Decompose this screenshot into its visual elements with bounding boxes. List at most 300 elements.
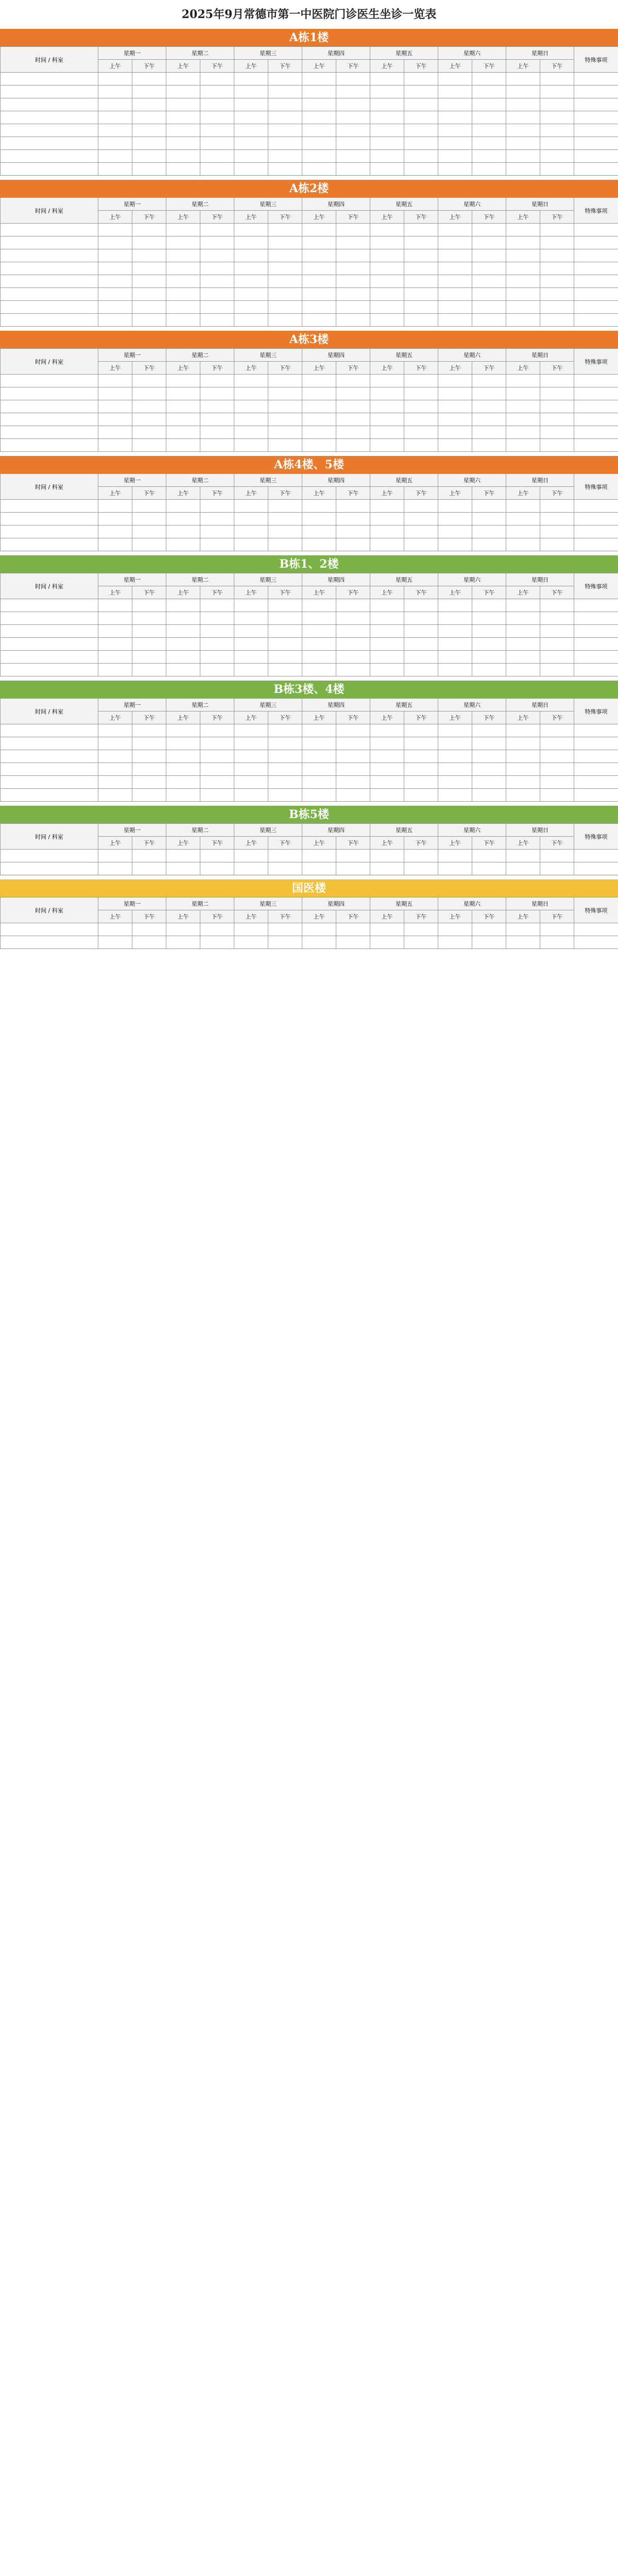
header-pm: 下午: [268, 362, 302, 375]
header-pm: 下午: [336, 837, 370, 850]
header-am: 上午: [234, 487, 268, 500]
doctor-cell: [268, 224, 302, 236]
doctor-cell: [438, 776, 472, 789]
doctor-cell: [404, 763, 438, 776]
doctor-cell: [336, 850, 370, 862]
header-pm: 下午: [200, 362, 234, 375]
header-day: 星期二: [166, 198, 234, 211]
section-header: A栋4楼、5楼: [0, 456, 618, 473]
doctor-cell: [132, 387, 166, 400]
doctor-cell: [336, 111, 370, 124]
doctor-cell: [98, 923, 132, 936]
doctor-cell: [200, 599, 234, 612]
doctor-cell: [302, 936, 336, 949]
header-am: 上午: [302, 211, 336, 224]
doctor-cell: [200, 137, 234, 150]
header-note: 特殊事项: [574, 349, 618, 375]
note-cell: [574, 612, 618, 625]
doctor-cell: [370, 301, 404, 314]
doctor-cell: [234, 500, 268, 513]
header-day: 星期一: [98, 349, 166, 362]
schedule-table: [0, 573, 618, 676]
doctor-cell: [404, 150, 438, 163]
doctor-cell: [234, 314, 268, 327]
doctor-cell: [370, 776, 404, 789]
doctor-cell: [506, 375, 540, 387]
doctor-cell: [370, 850, 404, 862]
doctor-cell: [166, 599, 200, 612]
table-row: [1, 375, 618, 387]
doctor-cell: [506, 526, 540, 538]
doctor-cell: [472, 86, 506, 98]
doctor-cell: [302, 249, 336, 262]
doctor-cell: [268, 923, 302, 936]
header-pm: 下午: [132, 362, 166, 375]
header-day: 星期五: [370, 474, 438, 487]
doctor-cell: [302, 750, 336, 763]
doctor-cell: [98, 862, 132, 875]
doctor-cell: [472, 750, 506, 763]
doctor-cell: [302, 538, 336, 551]
doctor-cell: [506, 612, 540, 625]
header-time-dept: 时间 / 科室: [1, 474, 98, 500]
doctor-cell: [132, 400, 166, 413]
doctor-cell: [200, 750, 234, 763]
doctor-cell: [472, 599, 506, 612]
doctor-cell: [166, 638, 200, 651]
doctor-cell: [200, 526, 234, 538]
doctor-cell: [438, 86, 472, 98]
doctor-cell: [98, 763, 132, 776]
doctor-cell: [98, 737, 132, 750]
doctor-cell: [404, 923, 438, 936]
header-am: 上午: [302, 586, 336, 599]
doctor-cell: [506, 789, 540, 802]
header-am: 上午: [302, 837, 336, 850]
doctor-cell: [302, 513, 336, 526]
doctor-cell: [200, 763, 234, 776]
doctor-cell: [166, 651, 200, 664]
section-header: 国医楼: [0, 879, 618, 897]
dept-cell: [1, 413, 98, 426]
doctor-cell: [336, 599, 370, 612]
table-row: [1, 301, 618, 314]
doctor-cell: [540, 724, 574, 737]
doctor-cell: [268, 150, 302, 163]
note-cell: [574, 538, 618, 551]
header-pm: 下午: [132, 711, 166, 724]
header-pm: 下午: [404, 211, 438, 224]
doctor-cell: [200, 275, 234, 288]
doctor-cell: [268, 413, 302, 426]
doctor-cell: [132, 538, 166, 551]
header-day: 星期二: [166, 474, 234, 487]
doctor-cell: [98, 625, 132, 638]
doctor-cell: [302, 737, 336, 750]
note-cell: [574, 413, 618, 426]
section-header: B栋1、2楼: [0, 555, 618, 573]
table-row: [1, 599, 618, 612]
header-am: 上午: [234, 362, 268, 375]
schedule-table: [0, 698, 618, 802]
table-row: [1, 776, 618, 789]
note-cell: [574, 73, 618, 86]
doctor-cell: [506, 513, 540, 526]
header-pm: 下午: [540, 60, 574, 73]
doctor-cell: [234, 163, 268, 176]
doctor-cell: [506, 426, 540, 439]
table-row: [1, 923, 618, 936]
doctor-cell: [302, 426, 336, 439]
header-pm: 下午: [336, 487, 370, 500]
doctor-cell: [506, 111, 540, 124]
doctor-cell: [132, 526, 166, 538]
doctor-cell: [302, 236, 336, 249]
table-row: [1, 387, 618, 400]
doctor-cell: [472, 163, 506, 176]
doctor-cell: [506, 776, 540, 789]
doctor-cell: [404, 426, 438, 439]
header-day: 星期六: [438, 897, 506, 910]
section-6: [0, 806, 618, 875]
dept-cell: [1, 236, 98, 249]
header-am: 上午: [166, 711, 200, 724]
header-pm: 下午: [472, 487, 506, 500]
header-day: 星期六: [438, 349, 506, 362]
doctor-cell: [200, 400, 234, 413]
header-pm: 下午: [336, 586, 370, 599]
note-cell: [574, 275, 618, 288]
doctor-cell: [234, 763, 268, 776]
doctor-cell: [132, 224, 166, 236]
doctor-cell: [234, 137, 268, 150]
doctor-cell: [370, 737, 404, 750]
note-cell: [574, 439, 618, 452]
doctor-cell: [234, 737, 268, 750]
header-pm: 下午: [336, 60, 370, 73]
doctor-cell: [438, 413, 472, 426]
header-am: 上午: [166, 487, 200, 500]
header-day: 星期日: [506, 897, 574, 910]
doctor-cell: [132, 651, 166, 664]
doctor-cell: [234, 936, 268, 949]
doctor-cell: [234, 98, 268, 111]
note-cell: [574, 789, 618, 802]
header-am: 上午: [506, 711, 540, 724]
doctor-cell: [336, 737, 370, 750]
doctor-cell: [336, 776, 370, 789]
doctor-cell: [200, 236, 234, 249]
header-am: 上午: [302, 60, 336, 73]
doctor-cell: [472, 314, 506, 327]
doctor-cell: [404, 599, 438, 612]
doctor-cell: [404, 163, 438, 176]
doctor-cell: [540, 275, 574, 288]
header-pm: 下午: [472, 837, 506, 850]
doctor-cell: [234, 400, 268, 413]
doctor-cell: [234, 526, 268, 538]
doctor-cell: [302, 763, 336, 776]
table-row: [1, 86, 618, 98]
doctor-cell: [98, 750, 132, 763]
doctor-cell: [540, 599, 574, 612]
doctor-cell: [540, 776, 574, 789]
sections-container: [0, 29, 618, 949]
section-header: B栋5楼: [0, 806, 618, 823]
dept-cell: [1, 275, 98, 288]
doctor-cell: [234, 724, 268, 737]
header-day: 星期日: [506, 474, 574, 487]
header-am: 上午: [98, 487, 132, 500]
table-row: [1, 724, 618, 737]
doctor-cell: [404, 651, 438, 664]
header-note: 特殊事项: [574, 824, 618, 850]
doctor-cell: [438, 599, 472, 612]
doctor-cell: [268, 612, 302, 625]
doctor-cell: [540, 224, 574, 236]
doctor-cell: [302, 625, 336, 638]
table-row: [1, 936, 618, 949]
doctor-cell: [370, 612, 404, 625]
doctor-cell: [132, 737, 166, 750]
table-row: [1, 737, 618, 750]
doctor-cell: [472, 724, 506, 737]
doctor-cell: [370, 262, 404, 275]
doctor-cell: [336, 124, 370, 137]
dept-cell: [1, 538, 98, 551]
doctor-cell: [540, 375, 574, 387]
header-day: 星期六: [438, 699, 506, 711]
doctor-cell: [540, 150, 574, 163]
doctor-cell: [540, 163, 574, 176]
header-pm: 下午: [132, 487, 166, 500]
doctor-cell: [438, 789, 472, 802]
doctor-cell: [98, 73, 132, 86]
doctor-cell: [472, 862, 506, 875]
table-row: [1, 137, 618, 150]
doctor-cell: [268, 513, 302, 526]
section-4: [0, 555, 618, 676]
doctor-cell: [506, 763, 540, 776]
doctor-cell: [268, 275, 302, 288]
header-day: 星期日: [506, 824, 574, 837]
doctor-cell: [234, 111, 268, 124]
doctor-cell: [200, 314, 234, 327]
doctor-cell: [302, 439, 336, 452]
doctor-cell: [234, 638, 268, 651]
table-row: [1, 862, 618, 875]
doctor-cell: [268, 163, 302, 176]
header-pm: 下午: [132, 837, 166, 850]
doctor-cell: [540, 301, 574, 314]
doctor-cell: [166, 314, 200, 327]
header-day: 星期日: [506, 349, 574, 362]
doctor-cell: [234, 236, 268, 249]
table-row: [1, 500, 618, 513]
doctor-cell: [438, 500, 472, 513]
doctor-cell: [234, 375, 268, 387]
header-day: 星期三: [234, 198, 302, 211]
doctor-cell: [166, 236, 200, 249]
doctor-cell: [370, 625, 404, 638]
header-am: 上午: [370, 837, 404, 850]
header-day: 星期三: [234, 573, 302, 586]
header-time-dept: 时间 / 科室: [1, 573, 98, 599]
table-row: [1, 763, 618, 776]
header-day: 星期日: [506, 699, 574, 711]
header-pm: 下午: [540, 837, 574, 850]
doctor-cell: [438, 163, 472, 176]
doctor-cell: [438, 612, 472, 625]
header-pm: 下午: [404, 487, 438, 500]
header-day: 星期一: [98, 573, 166, 586]
doctor-cell: [302, 500, 336, 513]
doctor-cell: [472, 426, 506, 439]
doctor-cell: [302, 124, 336, 137]
table-row: [1, 750, 618, 763]
header-day: 星期五: [370, 897, 438, 910]
doctor-cell: [540, 426, 574, 439]
doctor-cell: [234, 288, 268, 301]
doctor-cell: [200, 651, 234, 664]
table-row: [1, 288, 618, 301]
doctor-cell: [540, 439, 574, 452]
doctor-cell: [404, 513, 438, 526]
header-pm: 下午: [540, 487, 574, 500]
doctor-cell: [132, 776, 166, 789]
table-row: [1, 224, 618, 236]
doctor-cell: [438, 724, 472, 737]
dept-cell: [1, 111, 98, 124]
header-pm: 下午: [132, 60, 166, 73]
doctor-cell: [540, 500, 574, 513]
section-2: [0, 331, 618, 452]
doctor-cell: [404, 750, 438, 763]
doctor-cell: [438, 301, 472, 314]
doctor-cell: [166, 625, 200, 638]
header-am: 上午: [302, 910, 336, 923]
note-cell: [574, 724, 618, 737]
header-day: 星期四: [302, 349, 370, 362]
header-time-dept: 时间 / 科室: [1, 198, 98, 224]
doctor-cell: [404, 538, 438, 551]
header-day: 星期五: [370, 47, 438, 60]
doctor-cell: [166, 664, 200, 676]
dept-cell: [1, 862, 98, 875]
doctor-cell: [472, 111, 506, 124]
header-pm: 下午: [268, 60, 302, 73]
section-7: [0, 879, 618, 949]
header-day: 星期一: [98, 824, 166, 837]
doctor-cell: [166, 750, 200, 763]
doctor-cell: [166, 763, 200, 776]
doctor-cell: [98, 150, 132, 163]
header-day: 星期六: [438, 198, 506, 211]
doctor-cell: [166, 387, 200, 400]
section-3: [0, 456, 618, 551]
header-time-dept: 时间 / 科室: [1, 47, 98, 73]
doctor-cell: [268, 249, 302, 262]
header-day: 星期日: [506, 573, 574, 586]
doctor-cell: [132, 638, 166, 651]
doctor-cell: [336, 439, 370, 452]
dept-cell: [1, 724, 98, 737]
header-time-dept: 时间 / 科室: [1, 824, 98, 850]
dept-cell: [1, 439, 98, 452]
note-cell: [574, 98, 618, 111]
header-am: 上午: [234, 711, 268, 724]
header-am: 上午: [234, 586, 268, 599]
note-cell: [574, 936, 618, 949]
doctor-cell: [234, 651, 268, 664]
doctor-cell: [268, 98, 302, 111]
dept-cell: [1, 150, 98, 163]
header-day: 星期一: [98, 897, 166, 910]
doctor-cell: [166, 850, 200, 862]
table-row: [1, 163, 618, 176]
header-pm: 下午: [268, 211, 302, 224]
doctor-cell: [268, 638, 302, 651]
section-header: A栋3楼: [0, 331, 618, 348]
header-note: 特殊事项: [574, 474, 618, 500]
doctor-cell: [166, 776, 200, 789]
doctor-cell: [438, 262, 472, 275]
doctor-cell: [234, 789, 268, 802]
doctor-cell: [540, 923, 574, 936]
doctor-cell: [268, 375, 302, 387]
doctor-cell: [98, 301, 132, 314]
doctor-cell: [336, 413, 370, 426]
dept-cell: [1, 262, 98, 275]
doctor-cell: [472, 288, 506, 301]
doctor-cell: [98, 664, 132, 676]
doctor-cell: [506, 413, 540, 426]
doctor-cell: [472, 513, 506, 526]
doctor-cell: [200, 625, 234, 638]
header-am: 上午: [166, 586, 200, 599]
doctor-cell: [336, 750, 370, 763]
table-row: [1, 789, 618, 802]
doctor-cell: [438, 249, 472, 262]
schedule-table: [0, 473, 618, 551]
header-pm: 下午: [336, 211, 370, 224]
doctor-cell: [132, 375, 166, 387]
doctor-cell: [98, 314, 132, 327]
table-row: [1, 625, 618, 638]
doctor-cell: [404, 236, 438, 249]
doctor-cell: [200, 737, 234, 750]
doctor-cell: [404, 375, 438, 387]
header-day: 星期日: [506, 47, 574, 60]
doctor-cell: [370, 163, 404, 176]
doctor-cell: [234, 387, 268, 400]
doctor-cell: [302, 86, 336, 98]
doctor-cell: [98, 439, 132, 452]
doctor-cell: [370, 124, 404, 137]
header-am: 上午: [166, 211, 200, 224]
doctor-cell: [268, 789, 302, 802]
doctor-cell: [268, 850, 302, 862]
dept-cell: [1, 98, 98, 111]
doctor-cell: [370, 724, 404, 737]
doctor-cell: [404, 850, 438, 862]
doctor-cell: [540, 538, 574, 551]
doctor-cell: [540, 111, 574, 124]
schedule-table: [0, 46, 618, 176]
note-cell: [574, 862, 618, 875]
doctor-cell: [268, 236, 302, 249]
table-row: [1, 538, 618, 551]
